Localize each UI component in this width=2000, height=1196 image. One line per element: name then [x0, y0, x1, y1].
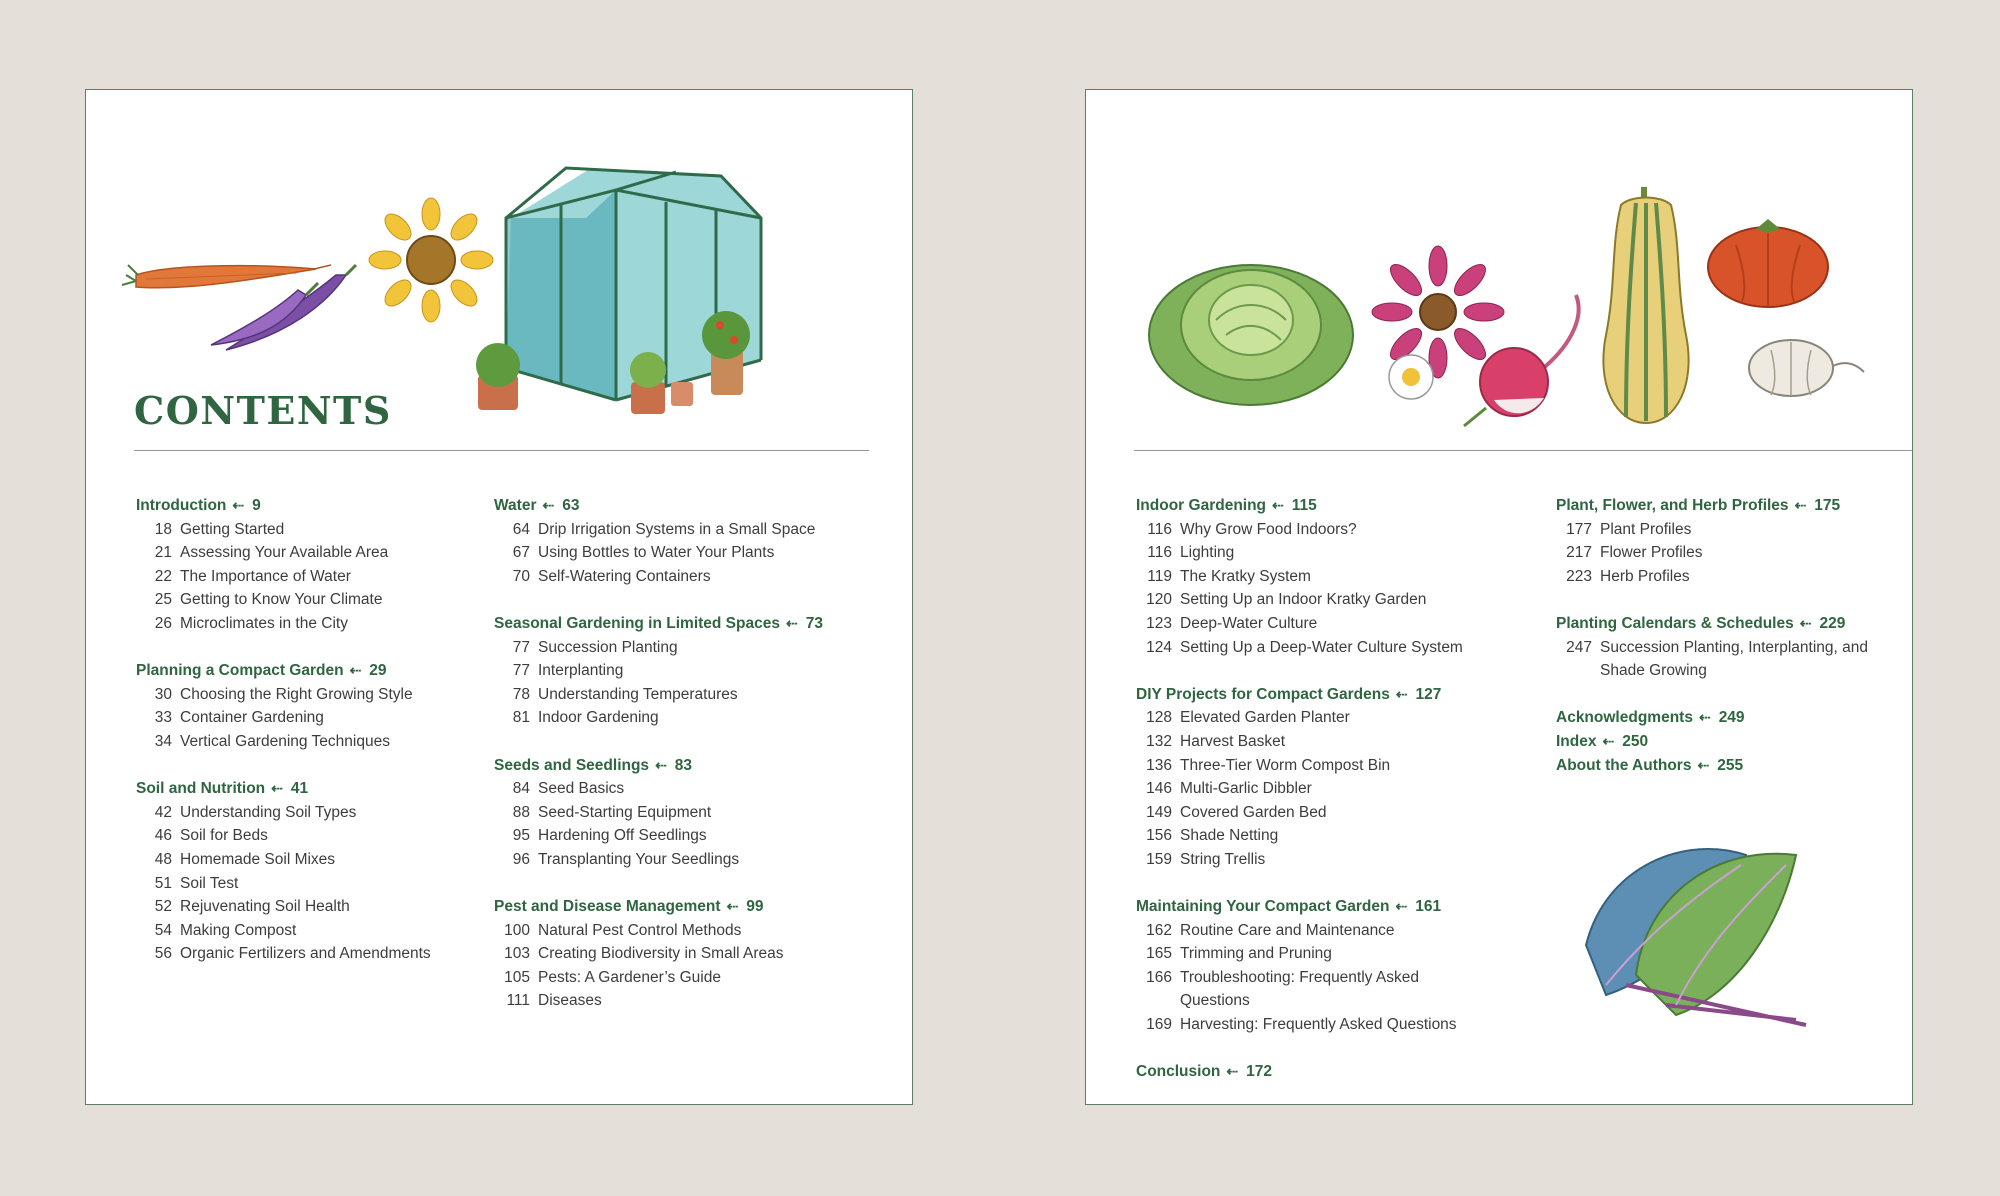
section-heading[interactable]: [494, 754, 894, 778]
arrow-icon: ⇠: [726, 898, 739, 915]
toc-entry[interactable]: [494, 848, 894, 872]
entry-title: Seed-Starting Equipment: [538, 803, 712, 821]
sunflower-illustration: [371, 200, 491, 320]
arrow-icon: ⇠: [1697, 756, 1710, 773]
section-page-number: 99: [746, 898, 764, 916]
toc-section: [136, 494, 476, 636]
entry-page-number: 123: [1146, 614, 1172, 632]
toc-section: [494, 612, 894, 730]
arrow-icon: ⇠: [1395, 898, 1408, 915]
section-heading[interactable]: [1556, 612, 1886, 636]
toc-entry[interactable]: [1136, 612, 1536, 636]
entry-page-number: 217: [1566, 544, 1592, 562]
entry-page-number: 165: [1146, 945, 1172, 963]
entry-page-number: 111: [506, 992, 530, 1010]
entry-page-number: 46: [154, 827, 172, 845]
toc-section: [1556, 706, 1886, 777]
entry-title: Harvesting: Frequently Asked Questions: [1180, 1016, 1457, 1034]
section-title: Water: [494, 497, 537, 514]
entry-title: Seed Basics: [538, 780, 625, 798]
purple-peppers-illustration: [206, 265, 366, 365]
section-page-number: 127: [1415, 685, 1442, 703]
toc-entry[interactable]: [1556, 518, 1886, 542]
entry-page-number: 159: [1146, 850, 1172, 868]
toc-section: [494, 494, 894, 588]
entry-title: Herb Profiles: [1600, 567, 1690, 585]
entry-title: Deep-Water Culture: [1180, 614, 1318, 632]
toc-entry[interactable]: [1136, 801, 1536, 825]
section-title: Soil and Nutrition: [136, 780, 266, 798]
arrow-icon: ⇠: [1698, 709, 1711, 726]
greenhouse-illustration: [476, 160, 821, 420]
entry-page-number: 67: [512, 544, 530, 562]
toc-section: [1136, 494, 1536, 659]
entry-page-number: 18: [154, 520, 172, 538]
entry-title: Trimming and Pruning: [1180, 945, 1332, 963]
arrow-icon: ⇠: [1272, 497, 1284, 513]
section-page-number: 172: [1246, 1063, 1272, 1081]
section-heading[interactable]: [136, 777, 476, 801]
section-page-number: 9: [252, 497, 261, 514]
arrow-icon: ⇠: [349, 662, 362, 679]
entry-title: Getting Started: [180, 520, 285, 538]
entry-page-number: 95: [512, 827, 530, 845]
entry-page-number: 21: [154, 544, 172, 562]
toc-entry[interactable]: [1136, 942, 1536, 966]
entry-title: Interplanting: [538, 662, 624, 680]
toc-entry[interactable]: [494, 565, 894, 589]
section-title: Conclusion: [1136, 1063, 1221, 1081]
section-heading[interactable]: [1136, 895, 1536, 919]
entry-page-number: 116: [1147, 544, 1172, 562]
section-title: Seasonal Gardening in Limited Spaces: [494, 614, 780, 632]
entry-title: Why Grow Food Indoors?: [1180, 520, 1357, 538]
toc-section: [494, 895, 894, 1013]
entry-page-number: 77: [512, 638, 530, 656]
arrow-icon: ⇠: [1602, 732, 1615, 749]
section-title: Planting Calendars & Schedules: [1556, 614, 1794, 632]
section-heading[interactable]: [136, 494, 476, 518]
entry-title: Choosing the Right Growing Style: [180, 685, 413, 703]
entry-page-number: 56: [154, 945, 172, 963]
garlic-illustration: [1736, 320, 1866, 400]
toc-entry[interactable]: [136, 683, 476, 707]
entry-title: Hardening Off Seedlings: [538, 827, 707, 845]
toc-entry[interactable]: [1136, 848, 1536, 872]
entry-page-number: 100: [504, 921, 530, 939]
entry-page-number: 119: [1147, 567, 1172, 585]
entry-title: Lighting: [1180, 544, 1235, 562]
entry-page-number: 103: [504, 945, 530, 963]
entry-title: Understanding Temperatures: [538, 685, 738, 703]
toc-entry[interactable]: [1136, 919, 1536, 943]
toc-entry[interactable]: [136, 565, 476, 589]
toc-section: [1136, 895, 1536, 1037]
entry-title: Pests: A Gardener’s Guide: [538, 968, 721, 986]
radish-illustration: [1456, 290, 1606, 430]
toc-entry[interactable]: [494, 919, 894, 943]
section-title: About the Authors: [1556, 756, 1692, 774]
arrow-icon: ⇠: [1395, 685, 1408, 702]
toc-entry[interactable]: [494, 636, 894, 660]
toc-entry[interactable]: [136, 612, 476, 636]
title-divider: [134, 450, 869, 451]
arrow-icon: ⇠: [232, 497, 245, 513]
left-page: [85, 89, 913, 1105]
toc-entry[interactable]: [136, 801, 476, 825]
toc-entry[interactable]: [136, 895, 476, 919]
entry-page-number: 52: [154, 898, 172, 916]
entry-title: Flower Profiles: [1600, 544, 1703, 562]
arrow-icon: ⇠: [542, 497, 555, 513]
entry-title: Drip Irrigation Systems in a Small Space: [538, 520, 816, 538]
entry-title: The Kratky System: [1180, 567, 1311, 585]
section-page-number: 115: [1291, 497, 1317, 514]
toc-entry[interactable]: [136, 824, 476, 848]
toc-column: [1136, 494, 1536, 1105]
toc-entry[interactable]: [136, 706, 476, 730]
entry-page-number: 26: [154, 614, 172, 632]
daisy-illustration: [1386, 352, 1436, 402]
page-title: CONTENTS: [134, 388, 392, 433]
toc-entry[interactable]: [136, 518, 476, 542]
section-page-number: 29: [369, 662, 387, 680]
toc-entry[interactable]: [494, 541, 894, 565]
section-page-number: 175: [1814, 497, 1841, 514]
squash-illustration: [1591, 185, 1701, 425]
entry-title: Transplanting Your Seedlings: [538, 850, 740, 868]
section-title: Plant, Flower, and Herb Profiles: [1556, 497, 1789, 514]
toc-entry[interactable]: [1136, 541, 1536, 565]
arrow-icon: ⇠: [655, 756, 667, 773]
entry-page-number: 84: [512, 780, 530, 798]
entry-title: Creating Biodiversity in Small Areas: [538, 945, 784, 963]
toc-entry[interactable]: [1136, 1013, 1536, 1037]
entry-title: The Importance of Water: [180, 567, 351, 585]
section-heading[interactable]: [494, 612, 894, 636]
entry-page-number: 30: [154, 685, 172, 703]
entry-title: Making Compost: [180, 921, 297, 939]
section-page-number: 249: [1718, 709, 1745, 727]
toc-entry[interactable]: [494, 777, 894, 801]
cabbage-illustration: [1146, 240, 1356, 410]
entry-title: Container Gardening: [180, 709, 324, 727]
section-heading[interactable]: [1136, 1060, 1536, 1084]
toc-entry[interactable]: [494, 518, 894, 542]
entry-page-number: 25: [154, 591, 172, 609]
entry-title: Harvest Basket: [1180, 732, 1286, 750]
toc-entry[interactable]: [136, 848, 476, 872]
entry-page-number: 78: [512, 685, 530, 703]
entry-title: Vertical Gardening Techniques: [180, 732, 390, 750]
section-title: Maintaining Your Compact Garden: [1136, 898, 1390, 916]
kale-illustration: [1566, 825, 1816, 1035]
toc-entry[interactable]: [494, 659, 894, 683]
section-title: Planning a Compact Garden: [136, 662, 344, 680]
arrow-icon: ⇠: [1794, 497, 1807, 513]
entry-page-number: 70: [512, 567, 530, 585]
toc-entry[interactable]: [1136, 730, 1536, 754]
entry-page-number: 223: [1566, 567, 1592, 585]
toc-entry[interactable]: [1136, 824, 1536, 848]
entry-title: Soil Test: [180, 874, 239, 892]
toc-entry[interactable]: [136, 541, 476, 565]
section-heading[interactable]: [1136, 494, 1536, 518]
entry-title: Succession Planting, Interplanting, and Shade Growing: [1600, 638, 1868, 680]
toc-entry[interactable]: [1136, 754, 1536, 778]
toc-entry[interactable]: [494, 801, 894, 825]
entry-title: Getting to Know Your Climate: [180, 591, 383, 609]
section-page-number: 83: [674, 756, 693, 774]
entry-page-number: 116: [1147, 520, 1172, 538]
toc-entry[interactable]: [1556, 636, 1886, 683]
toc-section: [136, 659, 476, 753]
entry-page-number: 149: [1146, 803, 1172, 821]
section-page-number: 250: [1622, 732, 1649, 750]
entry-page-number: 54: [154, 921, 172, 939]
section-heading[interactable]: [1556, 494, 1886, 518]
toc-section: [1136, 683, 1536, 872]
toc-column: [136, 494, 476, 989]
toc-entry[interactable]: [136, 872, 476, 896]
section-page-number: 255: [1717, 756, 1744, 774]
arrow-icon: ⇠: [785, 614, 798, 631]
toc-entry[interactable]: [136, 588, 476, 612]
entry-page-number: 128: [1146, 709, 1172, 727]
toc-column: [1556, 494, 1886, 801]
entry-page-number: 247: [1566, 638, 1592, 656]
entry-page-number: 169: [1146, 1016, 1172, 1034]
section-page-number: 229: [1819, 614, 1846, 632]
section-heading[interactable]: [1136, 683, 1536, 707]
entry-page-number: 34: [154, 732, 172, 750]
entry-title: Using Bottles to Water Your Plants: [538, 544, 775, 562]
entry-title: Three-Tier Worm Compost Bin: [1180, 756, 1391, 774]
toc-entry[interactable]: [1136, 636, 1536, 660]
entry-title: Multi-Garlic Dibbler: [1180, 780, 1312, 798]
title-divider: [1134, 450, 1913, 451]
toc-entry[interactable]: [494, 706, 894, 730]
toc-section: [1556, 612, 1886, 683]
toc-entry[interactable]: [1136, 588, 1536, 612]
entry-title: Natural Pest Control Methods: [538, 921, 742, 939]
entry-title: Diseases: [538, 992, 602, 1010]
section-page-number: 73: [805, 614, 823, 632]
toc-entry[interactable]: [1136, 777, 1536, 801]
toc-entry[interactable]: [1556, 565, 1886, 589]
entry-title: Covered Garden Bed: [1180, 803, 1327, 821]
entry-title: Soil for Beds: [180, 827, 268, 845]
entry-page-number: 48: [154, 850, 172, 868]
entry-page-number: 156: [1146, 827, 1172, 845]
entry-title: Indoor Gardening: [538, 709, 659, 727]
entry-page-number: 96: [512, 850, 530, 868]
section-page-number: 161: [1415, 898, 1442, 916]
entry-page-number: 162: [1146, 921, 1172, 939]
entry-page-number: 81: [512, 709, 530, 727]
toc-entry[interactable]: [494, 683, 894, 707]
section-title: Acknowledgments: [1556, 709, 1693, 727]
entry-title: Routine Care and Maintenance: [1180, 921, 1395, 939]
entry-page-number: 77: [512, 662, 530, 680]
toc-column: [494, 494, 894, 1037]
right-page: [1085, 89, 1913, 1105]
entry-page-number: 146: [1146, 780, 1172, 798]
entry-title: Setting Up a Deep-Water Culture System: [1180, 638, 1463, 656]
entry-page-number: 124: [1146, 638, 1172, 656]
toc-entry[interactable]: [1136, 706, 1536, 730]
section-title: Introduction: [136, 497, 227, 514]
section-page-number: 63: [562, 497, 580, 514]
section-page-number: 41: [290, 780, 309, 798]
section-heading[interactable]: [1556, 754, 1886, 778]
entry-title: String Trellis: [1180, 850, 1266, 868]
entry-title: Shade Netting: [1180, 827, 1279, 845]
section-title: Index: [1556, 732, 1597, 750]
entry-page-number: 64: [512, 520, 530, 538]
tomato-illustration: [1706, 215, 1831, 310]
section-heading[interactable]: [494, 494, 894, 518]
entry-page-number: 42: [154, 803, 172, 821]
toc-entry[interactable]: [494, 989, 894, 1013]
entry-title: Assessing Your Available Area: [180, 544, 389, 562]
entry-page-number: 120: [1146, 591, 1172, 609]
section-title: Indoor Gardening: [1136, 497, 1267, 514]
entry-page-number: 105: [504, 968, 530, 986]
entry-page-number: 136: [1146, 756, 1172, 774]
toc-entry[interactable]: [1556, 541, 1886, 565]
entry-title: Plant Profiles: [1600, 520, 1692, 538]
entry-title: Organic Fertilizers and Amendments: [180, 945, 431, 963]
toc-entry[interactable]: [1136, 565, 1536, 589]
toc-entry[interactable]: [136, 942, 476, 966]
toc-section: [494, 754, 894, 872]
section-title: Seeds and Seedlings: [494, 756, 650, 774]
entry-title: Self-Watering Containers: [538, 567, 711, 585]
toc-section: [1136, 1060, 1536, 1084]
entry-title: Microclimates in the City: [180, 614, 348, 632]
entry-title: Rejuvenating Soil Health: [180, 898, 350, 916]
entry-title: Setting Up an Indoor Kratky Garden: [1180, 591, 1427, 609]
toc-entry[interactable]: [494, 824, 894, 848]
toc-entry[interactable]: [136, 730, 476, 754]
entry-page-number: 88: [512, 803, 530, 821]
toc-entry[interactable]: [494, 942, 894, 966]
toc-entry[interactable]: [136, 919, 476, 943]
toc-entry[interactable]: [1136, 518, 1536, 542]
section-heading[interactable]: [136, 659, 476, 683]
toc-entry[interactable]: [494, 966, 894, 990]
entry-title: Succession Planting: [538, 638, 678, 656]
section-heading[interactable]: [1556, 730, 1886, 754]
entry-page-number: 51: [154, 874, 172, 892]
section-title: Pest and Disease Management: [494, 898, 721, 916]
section-heading[interactable]: [494, 895, 894, 919]
toc-section: [1556, 494, 1886, 588]
toc-section: [136, 777, 476, 966]
entry-page-number: 33: [154, 709, 172, 727]
toc-entry[interactable]: [1136, 966, 1536, 1013]
section-heading[interactable]: [1556, 706, 1886, 730]
arrow-icon: ⇠: [1799, 614, 1812, 631]
entry-page-number: 166: [1146, 968, 1172, 986]
entry-title: Homemade Soil Mixes: [180, 850, 336, 868]
section-title: DIY Projects for Compact Gardens: [1136, 685, 1390, 703]
entry-page-number: 177: [1566, 520, 1592, 538]
entry-title: Understanding Soil Types: [180, 803, 357, 821]
arrow-icon: ⇠: [1226, 1063, 1239, 1080]
entry-title: Troubleshooting: Frequently Asked Questions: [1180, 968, 1419, 1010]
arrow-icon: ⇠: [271, 780, 283, 797]
entry-page-number: 132: [1146, 732, 1172, 750]
entry-page-number: 22: [154, 567, 172, 585]
entry-title: Elevated Garden Planter: [1180, 709, 1350, 727]
